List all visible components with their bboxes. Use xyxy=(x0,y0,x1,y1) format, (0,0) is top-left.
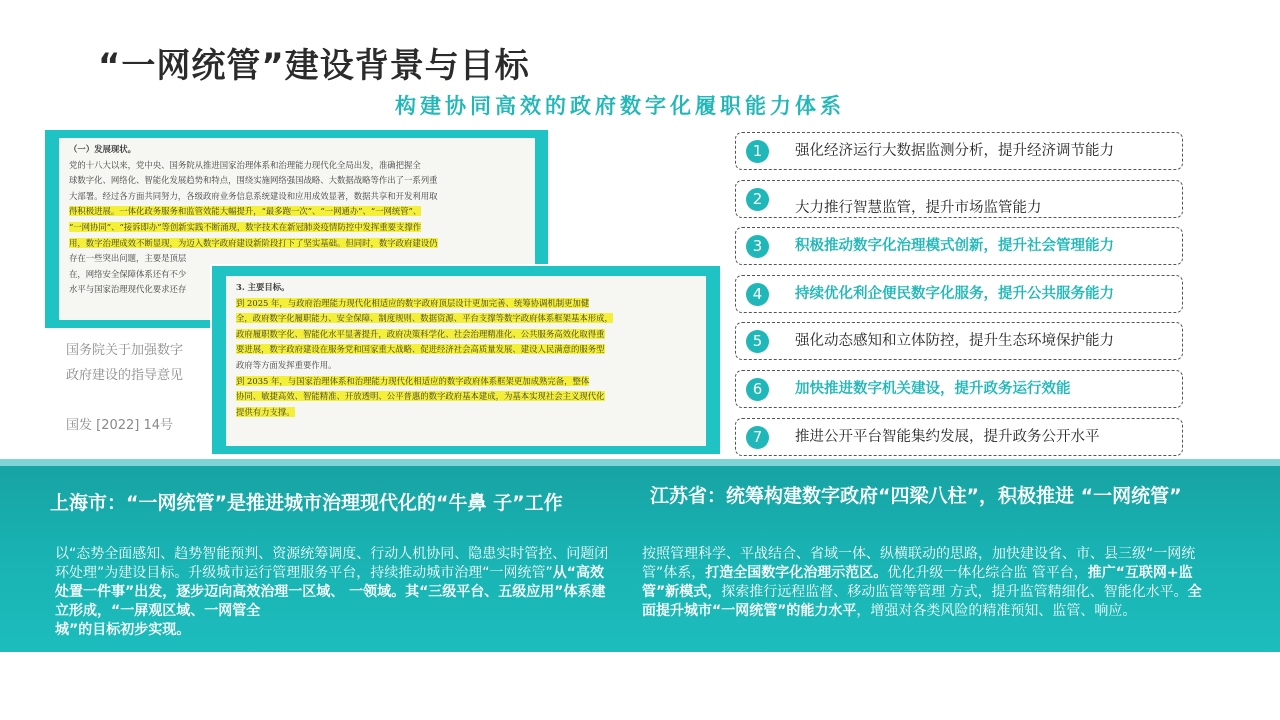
goal-text: 积极推动数字化治理模式创新，提升社会管理能力 xyxy=(795,238,1114,254)
highlighted-text: 全，政府数字化履职能力、安全保障、制度规则、数据资源、平台支撑等数字政府体系框架基本形成， xyxy=(236,313,613,324)
goal-item-3 xyxy=(735,227,1183,265)
document-line xyxy=(69,236,525,252)
highlighted-text: 得积极进展。一体化政务服务和监管效能大幅提升，“最多跑一次”、“一网通办”、“一网统管”、 xyxy=(69,206,422,217)
highlighted-text: 提供有力支撑。 xyxy=(236,406,295,417)
jiangsu-bold-text: 打造全国数字化治理示范区。 xyxy=(705,565,888,581)
number-badge: 5 xyxy=(746,330,769,353)
jiangsu-text: 按照管理科学、平战结合、省域一体、纵横联动的思路，加快建设省、市、县三级“一网统管”体系， xyxy=(642,546,1196,581)
goal-text: 持续优化利企便民数字化服务，提升公共服务能力 xyxy=(795,286,1114,302)
document-line xyxy=(236,374,696,390)
page-subtitle: 构建协同高效的政府数字化履职能力体系 xyxy=(395,94,845,118)
document-line xyxy=(236,389,696,405)
jiangsu-text: 探索推行远程监督、移动监管等管理 方式，提升监管精细化、智能化水平。 xyxy=(721,584,1188,600)
highlighted-text: 协同、敏捷高效、智能精准、开放透明、公平普惠的数字政府基本建成，为基本实现社会主义现代化 xyxy=(236,391,605,402)
goal-text: 强化经济运行大数据监测分析，提升经济调节能力 xyxy=(795,143,1114,159)
document-line xyxy=(236,327,696,343)
jiangsu-body xyxy=(642,545,1212,621)
jiangsu-text: 优化升级一体化综合监 管平台， xyxy=(887,565,1088,581)
goal-item-2 xyxy=(735,180,1183,218)
document-line: 大部署。经过各方面共同努力，各级政府业务信息系统建设和应用成效显著，数据共享和开发利用取 xyxy=(69,190,438,201)
document-line: 政府等方面发挥重要作用。 xyxy=(236,359,337,370)
document-line: 水平与国家治理现代化要求还存 xyxy=(69,284,187,295)
goal-text: 推进公开平台智能集约发展，提升政务公开水平 xyxy=(795,429,1100,445)
shanghai-text: 以“态势全面感知、趋势智能预判、资源统筹调度、行动人机协同、隐患实时管控、问题闭环处理”为建设目标。升级城市运行管理服务平台，持续推动城市治理“一网统管” xyxy=(55,546,609,581)
document-line: 球数字化、网络化、智能化发展趋势和特点，围绕实施网络强国战略、大数据战略等作出了一系列重 xyxy=(69,175,438,186)
shanghai-bold-text: 从“高效处置一件事”出发，逐步迈向高效治理一区域、 一领域。其“三级平台、五级应用”体系建立形成，“一屏观区域、一网管全 xyxy=(55,565,606,619)
document-line xyxy=(236,296,696,312)
document-line xyxy=(69,220,525,236)
goal-item-6 xyxy=(735,370,1183,408)
document-line: 在，网络安全保障体系还有不少 xyxy=(69,268,187,279)
document-line xyxy=(236,405,696,421)
jiangsu-heading: 江苏省：统筹构建数字政府“四梁八柱”，积极推进 “一网统管” xyxy=(650,485,1182,507)
caption-line: 国务院关于加强数字 xyxy=(66,343,184,358)
highlighted-text: 到 2035 年，与国家治理体系和治理能力现代化相适应的数字政府体系框架更加成熟完备，整体 xyxy=(236,375,590,386)
number-badge: 4 xyxy=(746,283,769,306)
document-heading: 3. 主要目标。 xyxy=(236,282,290,292)
number-badge: 2 xyxy=(746,188,769,211)
goal-item-4 xyxy=(735,275,1183,313)
document-image-main-goals xyxy=(212,266,720,454)
page-title: “一网统管”建设背景与目标 xyxy=(98,46,530,86)
number-badge: 3 xyxy=(746,235,769,258)
number-badge: 6 xyxy=(746,378,769,401)
highlighted-text: 用，数字治理成效不断显现，为迈入数字政府建设新阶段打下了坚实基础。但同时，数字政府建设仍 xyxy=(69,237,438,248)
jiangsu-bold-text: 全面提升城市“一网统管”的能力水平 xyxy=(642,584,1202,619)
goal-item-7 xyxy=(735,418,1183,456)
goal-text: 强化动态感知和立体防控，提升生态环境保护能力 xyxy=(795,333,1114,349)
jiangsu-text: ，增强对各类风险的精准预知、监管、响应。 xyxy=(856,603,1137,619)
shanghai-body xyxy=(55,545,610,640)
caption-doc-number: 国发 [2022] 14号 xyxy=(66,418,174,433)
highlighted-text: 政府履职数字化、智能化水平显著提升，政府决策科学化、社会治理精准化、公共服务高效化取得重 xyxy=(236,328,605,339)
document-line: 党的十八大以来，党中央、国务院从推进国家治理体系和治理能力现代化全局出发，准确把握全 xyxy=(69,159,421,170)
highlighted-text: “一网协同”、“接诉即办”等创新实践不断涌现，数字技术在新冠肺炎疫情防控中发挥重要支撑作 xyxy=(69,221,422,232)
document-line xyxy=(69,204,525,220)
goal-item-5 xyxy=(735,322,1183,360)
document-line: 存在一些突出问题，主要是顶层 xyxy=(69,253,187,264)
shanghai-heading: 上海市：“一网统管”是推进城市治理现代化的“牛鼻 子”工作 xyxy=(50,492,563,514)
document-line xyxy=(236,311,696,327)
goal-item-1 xyxy=(735,132,1183,170)
document-heading: （一）发展现状。 xyxy=(69,144,136,154)
jiangsu-bold-text: 推广“互联网+监管”新模式， xyxy=(642,565,1193,600)
document-line xyxy=(236,342,696,358)
number-badge: 1 xyxy=(746,140,769,163)
document-page xyxy=(226,276,706,446)
caption-line: 政府建设的指导意见 xyxy=(66,368,184,383)
highlighted-text: 要进展，数字政府建设在服务党和国家重大战略、促进经济社会高质量发展、建设人民满意的服务型 xyxy=(236,344,605,355)
number-badge: 7 xyxy=(746,426,769,449)
goal-text: 加快推进数字机关建设，提升政务运行效能 xyxy=(795,381,1071,397)
goal-text: 大力推行智慧监管，提升市场监管能力 xyxy=(795,200,1042,216)
highlighted-text: 到 2025 年，与政府治理能力现代化相适应的数字政府顶层设计更加完善、统筹协调机制更加健 xyxy=(236,297,590,308)
shanghai-bold-text: 城”的目标初步实现。 xyxy=(55,622,191,638)
